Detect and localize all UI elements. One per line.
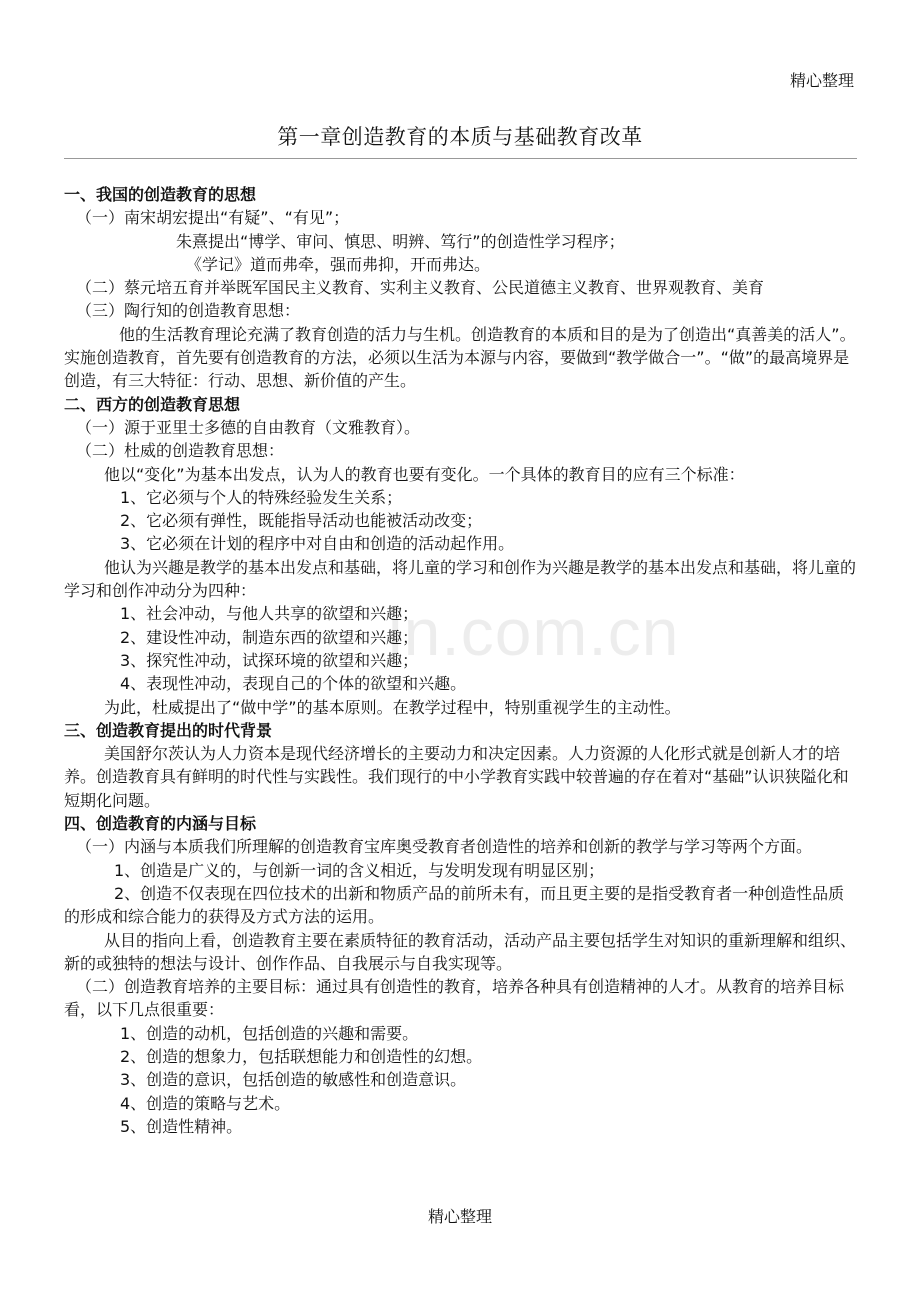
header-note: 精心整理: [789, 71, 854, 90]
subsection-line: （二）杜威的创造教育思想：: [76, 441, 285, 461]
list-item: 1、社会冲动，与他人共享的欲望和兴趣；: [120, 604, 419, 624]
section-heading-2: 二、西方的创造教育思想: [64, 394, 241, 414]
document-body: [64, 183, 857, 1138]
list-item: 3、它必须在计划的程序中对自由和创造的活动起作用。: [120, 534, 515, 554]
list-item: 4、创造的策略与艺术。: [120, 1093, 291, 1113]
indented-line: 《学记》道而弗牵，强而弗抑，开而弗达。: [186, 254, 491, 274]
subsection-line: （二）创造教育培养的主要目标：通过具有创造性的教育，培养各种具有创造精神的人才。从教育的培养目标看，以下几点很重要：: [64, 977, 845, 1020]
list-item: 1、创造的动机，包括创造的兴趣和需要。: [120, 1023, 419, 1043]
list-item: 3、创造的意识，包括创造的敏感性和创造意识。: [120, 1070, 467, 1090]
section-heading-1: 一、我国的创造教育的思想: [64, 185, 257, 204]
indented-line: 朱熹提出“博学、审问、慎思、明辨、笃行”的创造性学习程序；: [176, 231, 625, 251]
list-item: 2、建设性冲动，制造东西的欲望和兴趣；: [120, 627, 419, 647]
list-item: 1、创造是广义的，与创新一词的含义相近，与发明发现有明显区别；: [114, 860, 605, 880]
list-item: 5、创造性精神。: [120, 1116, 243, 1136]
list-item: 3、探究性冲动，试探环境的欲望和兴趣；: [120, 650, 419, 670]
paragraph: 为此，杜威提出了“做中学”的基本原则。在教学过程中，特别重视学生的主动性。: [104, 697, 681, 717]
watermark: in.com.cn: [388, 595, 680, 669]
subsection-line: （一）南宋胡宏提出“有疑”、“有见”；: [76, 208, 350, 228]
list-item: 2、创造不仅表现在四位技术的出新和物质产品的前所未有，而且更主要的是指受教育者一种创造性品质的形成和综合能力的获得及方式方法的运用。: [64, 883, 845, 927]
list-item: 1、它必须与个人的特殊经验发生关系；: [120, 487, 403, 507]
section-heading-4: 四、创造教育的内涵与目标: [64, 814, 257, 834]
paragraph: 他认为兴趣是教学的基本出发点和基础，将儿童的学习和创作为兴趣是教学的基本出发点和基础，将儿童的学习和创作冲动分为四种：: [64, 557, 857, 601]
subsection-line: （一）内涵与本质我们所理解的创造教育宝库奥受教育者创造性的培养和创新的教学与学习等两个方面。: [76, 837, 813, 857]
section-heading-3: 三、创造教育提出的时代背景: [64, 720, 273, 740]
paragraph: 他的生活教育理论充满了教育创造的活力与生机。创造教育的本质和目的是为了创造出“真善美的活人”。实施创造教育，首先要有创造教育的方法，必须以生活为本源与内容，要做到“教学做合一”。“做”的最高境界是创造，有三大特征：行动、思想、新价值的产生。: [64, 324, 856, 391]
title-divider: [64, 158, 857, 159]
list-item: 2、创造的想象力，包括联想能力和创造性的幻想。: [120, 1046, 483, 1066]
paragraph: 从目的指向上看，创造教育主要在素质特征的教育活动，活动产品主要包括学生对知识的重新理解和组织、新的或独特的想法与设计、创作作品、自我展示与自我实现等。: [64, 930, 857, 973]
page-title: 第一章创造教育的本质与基础教育改革: [277, 125, 643, 149]
list-item: 4、表现性冲动，表现自己的个体的欲望和兴趣。: [120, 674, 467, 694]
subsection-line: （一）源于亚里士多德的自由教育（文雅教育）。: [76, 417, 421, 437]
paragraph: 他以“变化”为基本出发点，认为人的教育也要有变化。一个具体的教育目的应有三个标准：: [104, 464, 745, 484]
paragraph: 美国舒尔茨认为人力资本是现代经济增长的主要动力和决定因素。人力资源的人化形式就是创新人才的培养。创造教育具有鲜明的时代性与实践性。我们现行的中小学教育实践中较普遍的存在着对“基础”认识狭隘化和短期化问题。: [64, 744, 849, 810]
list-item: 2、它必须有弹性，既能指导活动也能被活动改变；: [120, 511, 483, 531]
subsection-line: （三）陶行知的创造教育思想：: [76, 301, 301, 321]
footer-note: 精心整理: [427, 1207, 492, 1226]
subsection-line: （二）蔡元培五育并举既军国民主义教育、实利主义教育、公民道德主义教育、世界观教育、美育: [76, 278, 765, 298]
